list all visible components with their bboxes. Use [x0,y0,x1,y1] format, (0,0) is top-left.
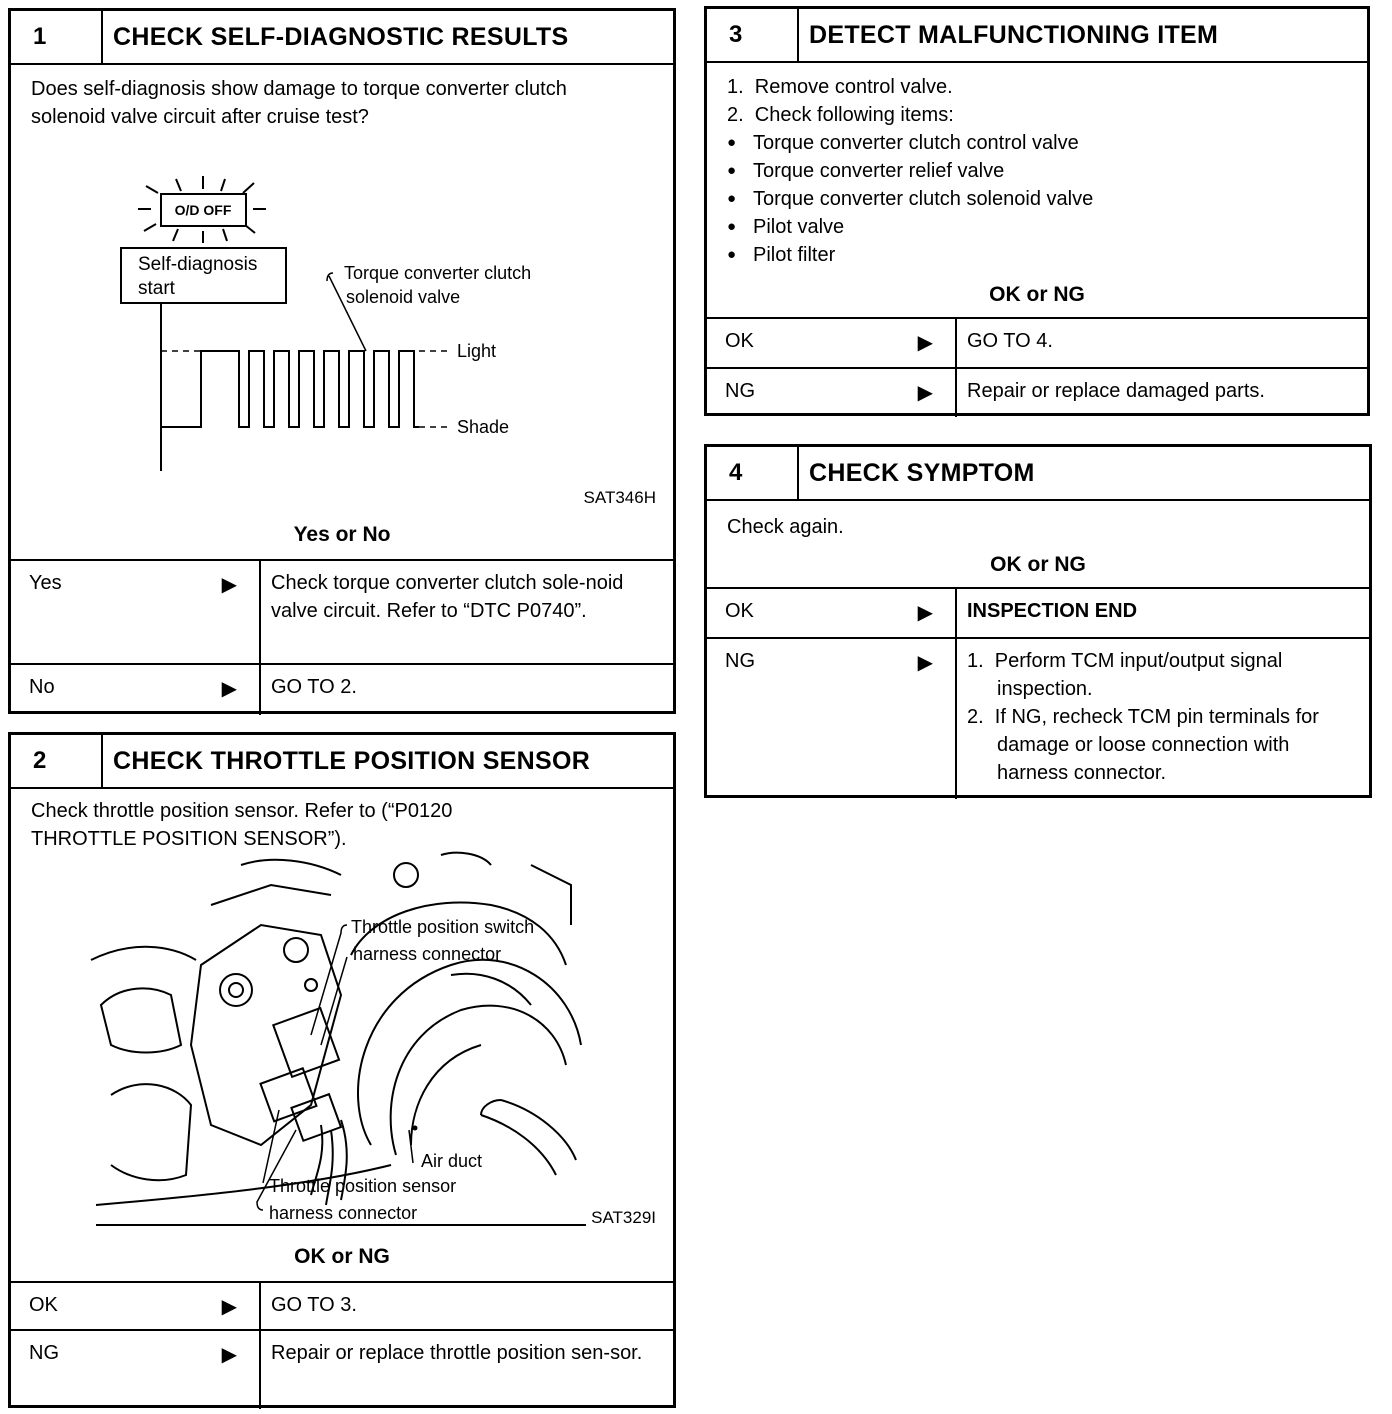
list-item: 1. Perform TCM input/output signal inspection. [967,650,1288,700]
result-value: INSPECTION END [967,600,1138,622]
result-value: GO TO 2. [271,676,357,698]
list-item: ● Torque converter relief valve [727,157,1347,185]
step-3-step-2: 2. Check following items: [727,104,954,126]
label-switch-line2: harness connector [353,944,502,964]
label-sensor-line2: harness connector [269,1203,418,1223]
result-key: NG [29,1342,59,1364]
step-4-header [707,447,1369,501]
label-air-duct: Air duct [421,1151,483,1171]
start-box-line2: start [138,278,175,299]
step-2-number: 2 [11,735,103,787]
arrow-icon: ▶ [221,678,237,700]
step-3-step-1: 1. Remove control valve. [727,76,953,98]
list-item: 2. If NG, recheck TCM pin terminals for damage or loose connection with harness connector. [967,706,1325,784]
step-2-result-ng [11,1329,673,1409]
light-label: Light [457,341,497,361]
step-3-box [704,6,1370,416]
step-1-question: Does self-diagnosis show damage to torque converter clutch solenoid valve circuit after cruise test? [31,78,567,128]
arrow-icon: ▶ [917,602,933,624]
result-value: GO TO 3. [271,1294,357,1316]
lamp-waveform [161,351,419,427]
label-sensor-line1: Throttle position sensor [269,1176,457,1196]
step-1-title: CHECK SELF-DIAGNOSTIC RESULTS [113,22,569,51]
list-item: ● Pilot valve [727,213,1347,241]
od-off-lamp-label: O/D OFF [174,202,232,218]
step-2-prompt: OK or NG [294,1245,390,1268]
throttle-sensor-figure [11,845,673,1245]
step-3-prompt: OK or NG [989,283,1085,306]
result-value: Check torque converter clutch sole-noid valve circuit. Refer to “DTC P0740”. [271,572,624,622]
result-value: GO TO 4. [967,330,1053,352]
check-items-list [727,129,1347,269]
step-1-result-yes [11,559,673,663]
step-1-header [11,11,673,65]
step-1-number: 1 [11,11,103,63]
step-2-box [8,732,676,1408]
step-3-result-ng [707,367,1367,417]
self-diagnosis-figure [11,161,673,521]
step-2-result-ok [11,1281,673,1329]
list-item: ● Pilot filter [727,241,1347,269]
result-value [957,639,1369,799]
step-4-title: CHECK SYMPTOM [809,458,1035,487]
result-key: OK [725,600,754,622]
callout-line1: Torque converter clutch [344,263,532,283]
figure-code-sat346h: SAT346H [583,488,656,507]
step-4-number: 4 [707,447,799,499]
step-1-result-no [11,663,673,715]
arrow-icon: ▶ [221,1344,237,1366]
arrow-icon: ▶ [221,574,237,596]
step-1-prompt: Yes or No [293,523,391,546]
ng-steps-list [967,647,1349,787]
result-key: Yes [29,572,62,594]
result-value: Repair or replace throttle position sen-sor. [271,1342,643,1364]
step-3-result-ok [707,317,1367,367]
list-item: ● Torque converter clutch control valve [727,129,1347,157]
label-switch-line1: Throttle position switch [351,917,535,937]
step-2-instruction: Check throttle position sensor. Refer to (“P0120 THROTTLE POSITION SENSOR”). [31,800,453,850]
result-key: NG [725,380,755,402]
result-key: NG [725,650,755,672]
step-4-instruction: Check again. [727,516,844,538]
step-2-header [11,735,673,789]
result-key: OK [29,1294,58,1316]
arrow-icon: ▶ [917,382,933,404]
list-item: ● Torque converter clutch solenoid valve [727,185,1347,213]
arrow-icon: ▶ [221,1296,237,1318]
self-diagnosis-diagram [11,161,673,521]
step-3-header [707,9,1367,63]
arrow-icon: ▶ [917,652,933,674]
step-4-result-ok [707,587,1369,637]
step-4-result-ng [707,637,1369,799]
figure-code-sat329i: SAT329I [591,1208,656,1227]
result-key: No [29,676,55,698]
callout-line2: solenoid valve [346,287,461,307]
step-4-box [704,444,1372,798]
step-4-prompt: OK or NG [990,553,1086,576]
result-key: OK [725,330,754,352]
step-3-title: DETECT MALFUNCTIONING ITEM [809,20,1219,49]
result-value: Repair or replace damaged parts. [967,380,1265,402]
arrow-icon: ▶ [917,332,933,354]
start-box-line1: Self-diagnosis [138,254,258,275]
step-3-number: 3 [707,9,799,61]
step-1-box [8,8,676,714]
shade-label: Shade [457,417,510,437]
step-3-body [707,63,1367,269]
step-2-title: CHECK THROTTLE POSITION SENSOR [113,746,591,775]
throttle-engine-illustration [11,845,673,1245]
